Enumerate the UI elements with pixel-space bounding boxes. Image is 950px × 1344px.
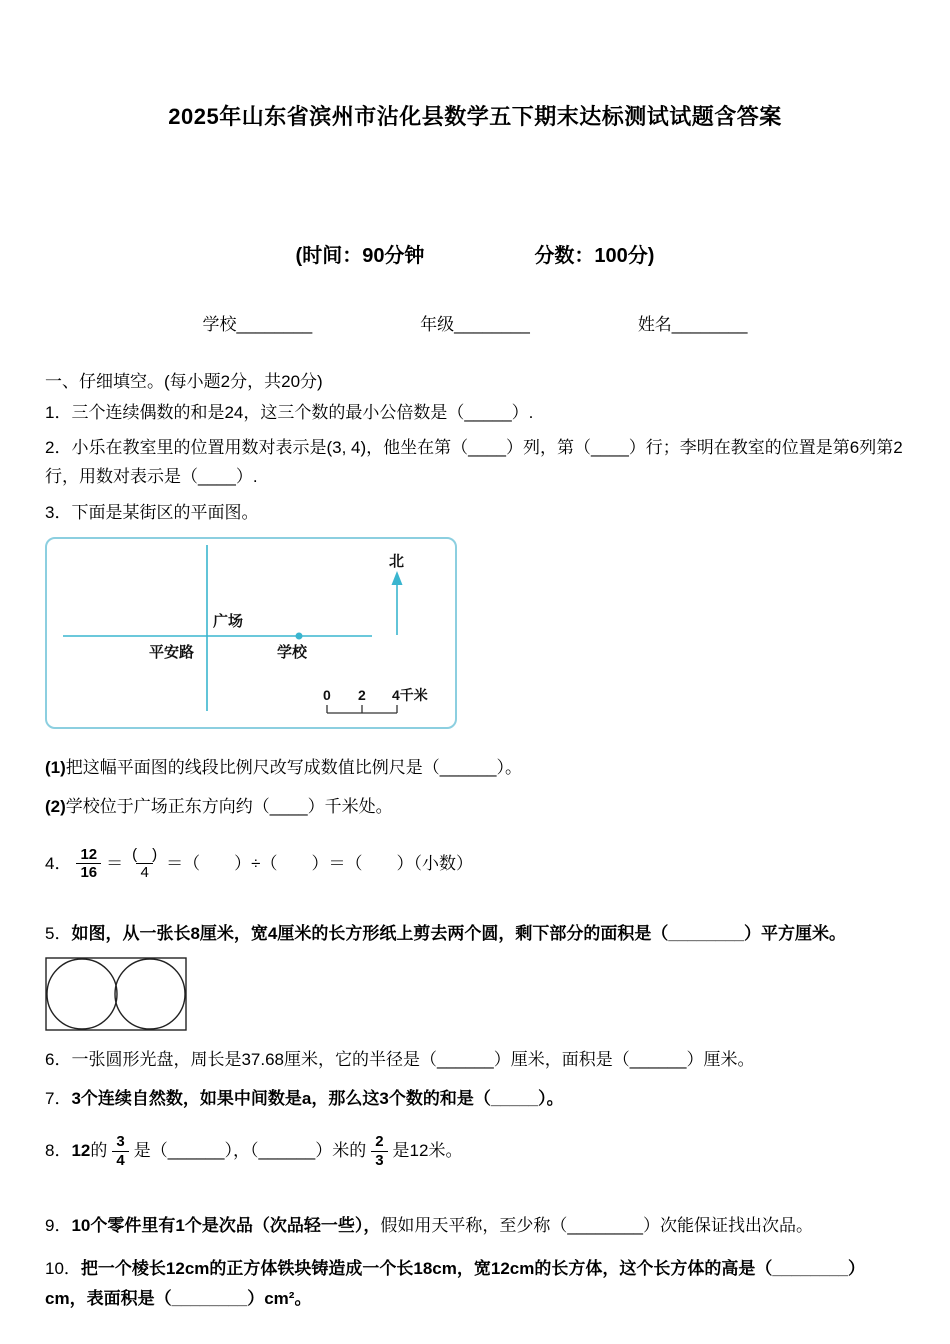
right-circle-shape — [115, 959, 185, 1029]
question-text: 小乐在教室里的位置用数对表示是(3, 4)，他坐在第（____）列，第（____）行；李明在教室的位置是第6列第2行，用数对表示是（____）. — [45, 438, 903, 487]
school-dot — [296, 632, 303, 639]
school-label: 学校 — [277, 643, 308, 661]
question-text: (2) — [45, 797, 66, 817]
question-text: 学校位于广场正东方向约（____）千米处。 — [65, 797, 393, 817]
north-arrow-head — [392, 571, 403, 585]
rectangle-circles-diagram — [45, 957, 905, 1031]
plaza-label: 广场 — [213, 612, 244, 630]
question-text: ＝（ ）÷（ ）＝（ ）（小数） — [166, 853, 473, 873]
question-text: 一张圆形光盘，周长是37.68厘米，它的半径是（______）厘米，面积是（______）厘米。 — [71, 1049, 755, 1069]
question-3-sub-2 — [45, 792, 905, 821]
question-text: 把这幅平面图的线段比例尺改写成数值比例尺是（______）。 — [65, 757, 523, 777]
question-text: 3个连续自然数，如果中间数是a，那么这3个数的和是（_____）。 — [71, 1088, 564, 1108]
exam-info-line — [45, 239, 905, 268]
question-2 — [45, 433, 905, 491]
question-text: 10． — [45, 1259, 81, 1279]
fraction: $\frac{( )}{4}$ — [132, 845, 158, 881]
question-10 — [45, 1254, 905, 1312]
question-7 — [45, 1084, 905, 1113]
school-field: 学校________ — [202, 315, 313, 334]
question-9 — [45, 1211, 905, 1240]
street-map-diagram — [45, 537, 457, 729]
question-text: 1． — [45, 403, 72, 422]
rectangle-circles-svg — [45, 957, 187, 1031]
question-3-sub-1 — [45, 753, 905, 782]
time-label: (时间：90分钟 — [295, 245, 425, 267]
question-text: 8． — [45, 1141, 72, 1161]
question-text: 是12米。 — [392, 1141, 463, 1161]
question-4 — [45, 837, 905, 889]
section1-heading: 一、仔细填空。(每小题2分，共20分) — [45, 372, 323, 391]
rectangle-shape — [46, 958, 186, 1030]
scale-label-4: 4千米 — [392, 686, 428, 703]
question-text: 把一个棱长12cm的正方体铁块铸造成一个长18cm，宽12cm的长方体，这个长方体的高是（________）cm，表面积是（________）cm²。 — [45, 1259, 865, 1308]
question-text: 是（______），（______）米的 — [133, 1141, 367, 1161]
question-text: 6． — [45, 1049, 72, 1069]
question-5 — [45, 919, 905, 948]
street-map-svg — [47, 539, 455, 727]
left-circle-shape — [47, 959, 117, 1029]
question-1 — [45, 398, 905, 427]
question-text: 7． — [45, 1088, 72, 1108]
grade-field: 年级________ — [420, 315, 530, 334]
question-text: 10个零件里有1个是次品（次品轻一些）， — [71, 1216, 381, 1236]
scale-label-2: 2 — [358, 686, 366, 703]
question-text: 4． — [45, 853, 72, 873]
fraction: $\frac{2}{3}$ — [371, 1133, 387, 1169]
question-text: 3． — [45, 502, 72, 522]
question-6 — [45, 1045, 905, 1074]
question-text: 12 — [71, 1141, 91, 1161]
score-label: 分数：100分) — [534, 245, 655, 267]
road-label: 平安路 — [149, 643, 195, 661]
north-label: 北 — [389, 552, 405, 570]
question-text: (1) — [45, 757, 66, 777]
question-text: 如图，从一张长8厘米，宽4厘米的长方形纸上剪去两个圆，剩下部分的面积是（________）平方厘米。 — [71, 924, 847, 944]
question-text: 的 — [90, 1141, 108, 1161]
question-text: 2． — [45, 438, 72, 458]
page-title: 2025年山东省滨州市沾化县数学五下期末达标测试试题含答案 — [168, 104, 782, 129]
fraction: $\frac{3}{4}$ — [112, 1133, 128, 1169]
question-text: 三个连续偶数的和是24，这三个数的最小公倍数是（_____）. — [71, 403, 534, 422]
question-text: 下面是某街区的平面图。 — [71, 502, 259, 522]
question-text: ＝ — [106, 853, 124, 873]
question-text: 假如用天平称，至少称（________）次能保证找出次品。 — [380, 1216, 813, 1236]
question-text: 5． — [45, 924, 72, 944]
question-text: 9． — [45, 1216, 72, 1236]
name-field: 姓名________ — [637, 315, 748, 334]
question-3 — [45, 498, 905, 527]
question-8 — [45, 1125, 905, 1177]
student-fields-line — [45, 310, 905, 335]
scale-label-0: 0 — [323, 686, 331, 703]
fraction: $\frac{12}{16}$ — [76, 846, 101, 882]
